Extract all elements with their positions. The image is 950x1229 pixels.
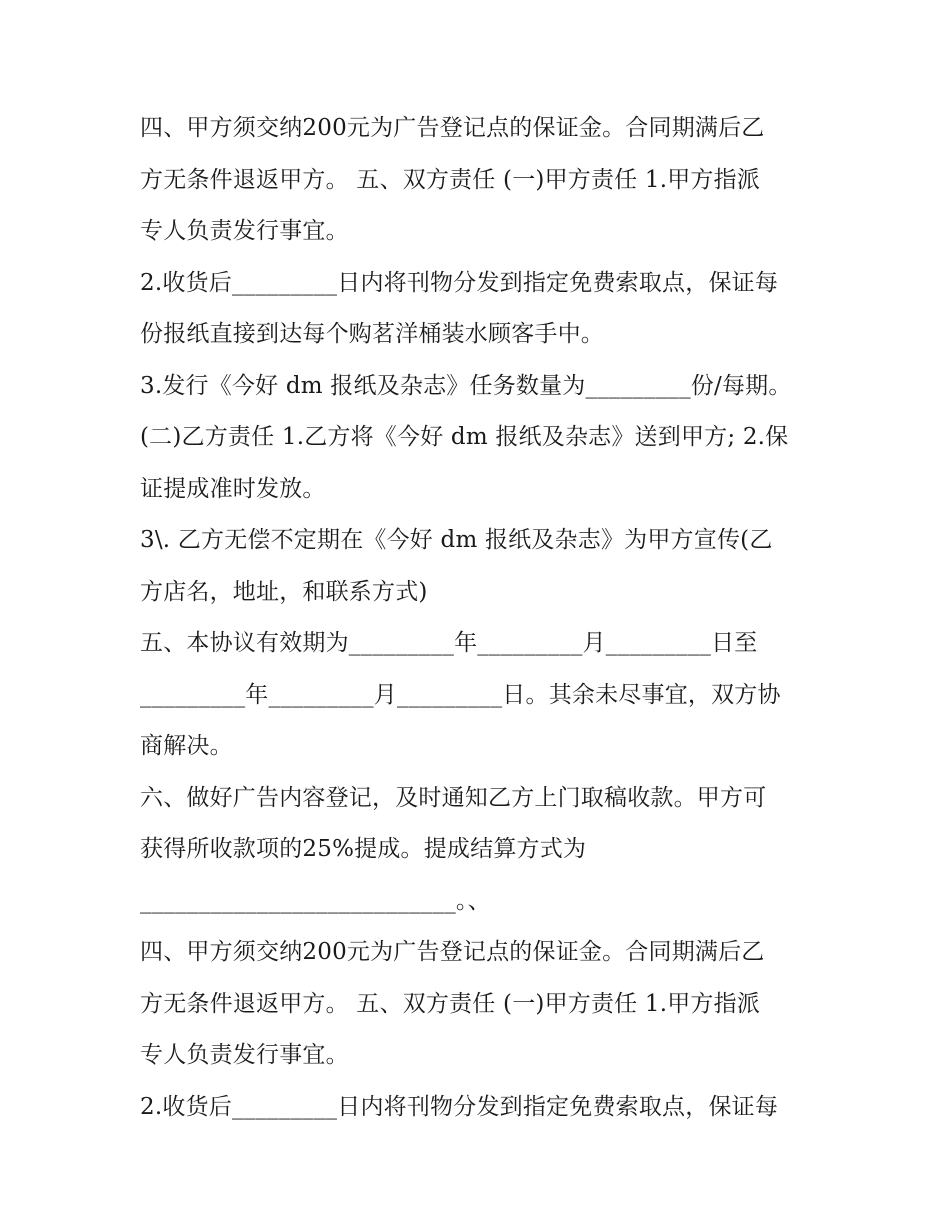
text-line-15: 获得所收款项的25%提成。提成结算方式为 — [140, 836, 587, 862]
text-line-14: 六、做好广告内容登记，及时通知乙方上门取稿收款。甲方可 — [140, 784, 767, 811]
text-line-9: 3\. 乙方无偿不定期在《今好 dm 报纸及杂志》为甲方宣传(乙 — [140, 527, 773, 553]
text-line-11: 五、本协议有效期为_________年_________月_________日至 — [140, 630, 758, 656]
text-line-10: 方店名，地址，和联系方式) — [140, 578, 428, 605]
text-line-16: ___________________________。、 — [140, 887, 491, 914]
text-line-12: _________年_________月_________日。其余未尽事宜，双方协 — [140, 681, 781, 708]
text-line-13: 商解决。 — [140, 733, 233, 759]
text-line-20: 2.收货后_________日内将刊物分发到指定免费索取点，保证每 — [140, 1093, 779, 1120]
text-line-19: 专人负责发行事宜。 — [140, 1042, 349, 1068]
text-line-3: 专人负责发行事宜。 — [140, 218, 349, 244]
text-line-7: (二)乙方责任 1.乙方将《今好 dm 报纸及杂志》送到甲方; 2.保 — [140, 424, 789, 450]
text-line-5: 份报纸直接到达每个购茗洋桶装水顾客手中。 — [140, 321, 604, 347]
text-line-2: 方无条件退返甲方。 五、双方责任 (一)甲方责任 1.甲方指派 — [140, 166, 761, 193]
text-line-17: 四、甲方须交纳200元为广告登记点的保证金。合同期满后乙 — [140, 939, 765, 965]
document-body — [140, 103, 820, 1133]
text-line-1: 四、甲方须交纳200元为广告登记点的保证金。合同期满后乙 — [140, 115, 765, 141]
text-line-18: 方无条件退返甲方。 五、双方责任 (一)甲方责任 1.甲方指派 — [140, 990, 761, 1017]
text-line-6: 3.发行《今好 dm 报纸及杂志》任务数量为_________份/每期。 — [140, 372, 792, 399]
text-line-8: 证提成准时发放。 — [140, 475, 326, 502]
text-line-4: 2.收货后_________日内将刊物分发到指定免费索取点，保证每 — [140, 269, 779, 296]
